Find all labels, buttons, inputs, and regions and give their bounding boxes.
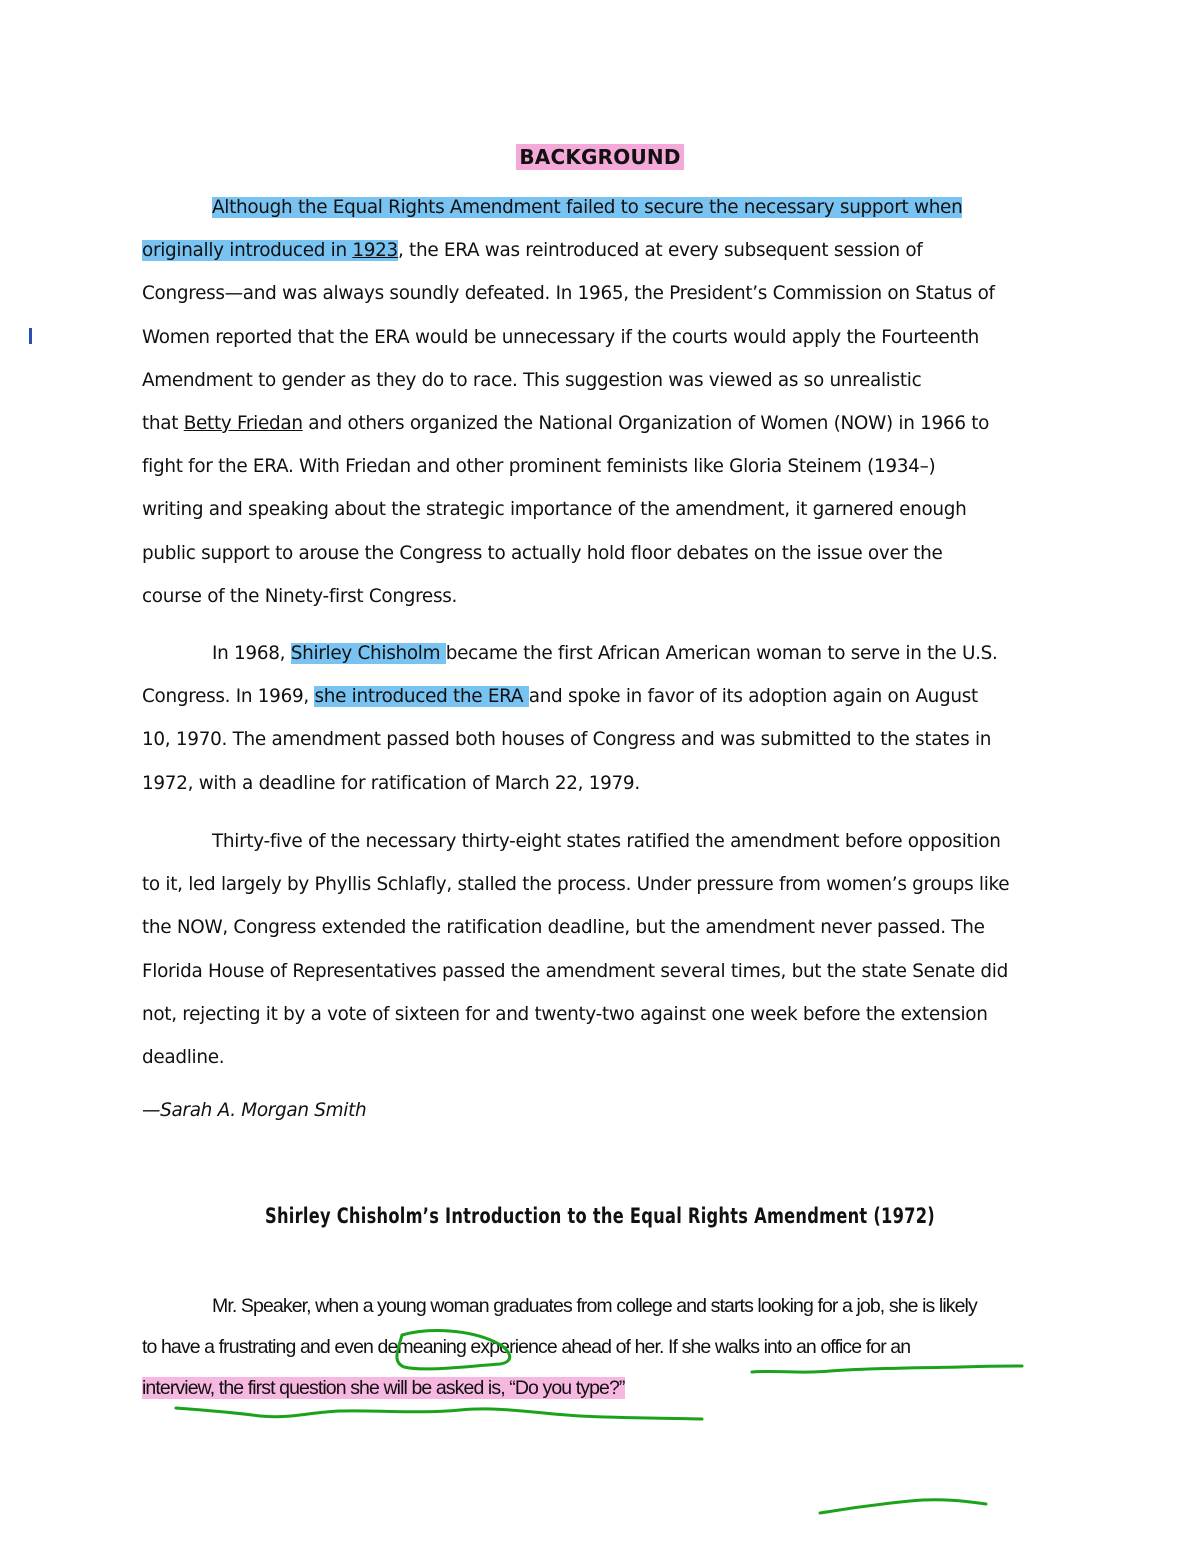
- p2-line-4: 1972, with a deadline for ratification of March 22, 1979.: [142, 772, 640, 794]
- link-1923[interactable]: 1923: [352, 240, 398, 262]
- highlight-blue: [142, 240, 398, 261]
- text-cursor-marker: [29, 328, 32, 344]
- highlight-text: originally introduced in: [142, 240, 353, 262]
- heading-highlight: BACKGROUND: [516, 144, 683, 170]
- p3-line-2: to it, led largely by Phyllis Schlafly, stalled the process. Under pressure from women’s groups like: [142, 874, 1010, 896]
- p1-line-6-a: that: [142, 413, 184, 435]
- stray-mark-annotation: [820, 1500, 986, 1513]
- p3-line-4: Florida House of Representatives passed the amendment several times, but the state Senate did: [142, 960, 1008, 982]
- paragraph-3: [142, 820, 1077, 1079]
- p3-line-3: the NOW, Congress extended the ratification deadline, but the amendment never passed. The: [142, 917, 985, 939]
- author-signature: —Sarah A. Morgan Smith: [142, 1100, 367, 1121]
- p1-line-8: writing and speaking about the strategic importance of the amendment, it garnered enough: [142, 499, 967, 521]
- speech-line-1: [142, 1286, 1077, 1327]
- p3-line-1: [142, 820, 1077, 863]
- highlight-blue: Although the Equal Rights Amendment failed to secure the necessary support when: [212, 197, 963, 218]
- p1-line-3: Congress—and was always soundly defeated. In 1965, the President’s Commission on Status of: [142, 283, 995, 305]
- speech-line-1-text: Mr. Speaker, when a young woman graduates from college and starts looking for a job, she is likely: [212, 1295, 977, 1317]
- highlight-blue: she introduced the ERA: [314, 686, 529, 708]
- p1-line-2-rest: , the ERA was reintroduced at every subsequent session of: [397, 240, 923, 262]
- p2-line-3: 10, 1970. The amendment passed both houses of Congress and was submitted to the states in: [142, 729, 992, 751]
- p3-line-6: deadline.: [142, 1047, 225, 1069]
- p1-line-6-b: and others organized the National Organization of Women (NOW) in 1966 to: [302, 413, 990, 435]
- p2-line-1: [142, 632, 1077, 675]
- p2-line-1-b: became the first African American woman to serve in the U.S.: [445, 643, 998, 664]
- p1-line-4: Women reported that the ERA would be unnecessary if the courts would apply the Fourteenth: [142, 326, 980, 348]
- p1-line-7: fight for the ERA. With Friedan and other prominent feminists like Gloria Steinem (1934–): [142, 456, 936, 478]
- speech-title: Shirley Chisholm’s Introduction to the Equal Rights Amendment (1972): [264, 1204, 935, 1228]
- section-heading: [0, 145, 1200, 169]
- p1-line-6: [142, 402, 1077, 445]
- p2-line-2-b: and spoke in favor of its adoption again on August: [528, 686, 978, 708]
- p1-line-9: public support to arouse the Congress to actually hold floor debates on the issue over the: [142, 542, 943, 564]
- highlight-blue: Shirley Chisholm: [290, 643, 446, 664]
- link-betty-friedan[interactable]: Betty Friedan: [183, 413, 303, 435]
- speech-line-3: [142, 1368, 1077, 1409]
- p3-line-5: not, rejecting it by a vote of sixteen for and twenty-two against one week before the extension: [142, 1003, 988, 1025]
- underline-annotation-bottom: [176, 1408, 702, 1419]
- speech-line-2: to have a frustrating and even demeaning experience ahead of her. If she walks into an office for an: [142, 1336, 911, 1358]
- highlight-pink: interview, the first question she will be asked is, “Do you type?”: [142, 1377, 625, 1399]
- p2-line-2: [142, 675, 1077, 718]
- p1-line-2: [142, 229, 1077, 272]
- speech-paragraph: [142, 1286, 1077, 1409]
- paragraph-1: [142, 186, 1077, 618]
- p2-line-1-a: In 1968,: [212, 643, 291, 664]
- p2-line-2-a: Congress. In 1969,: [142, 686, 315, 708]
- p1-line-5: Amendment to gender as they do to race. This suggestion was viewed as so unrealistic: [142, 369, 922, 391]
- p1-line-10: course of the Ninety-first Congress.: [142, 585, 458, 607]
- p3-line-1-text: Thirty-five of the necessary thirty-eight states ratified the amendment before opposition: [212, 831, 1001, 852]
- p1-line-1: [142, 186, 1077, 229]
- paragraph-2: [142, 632, 1077, 805]
